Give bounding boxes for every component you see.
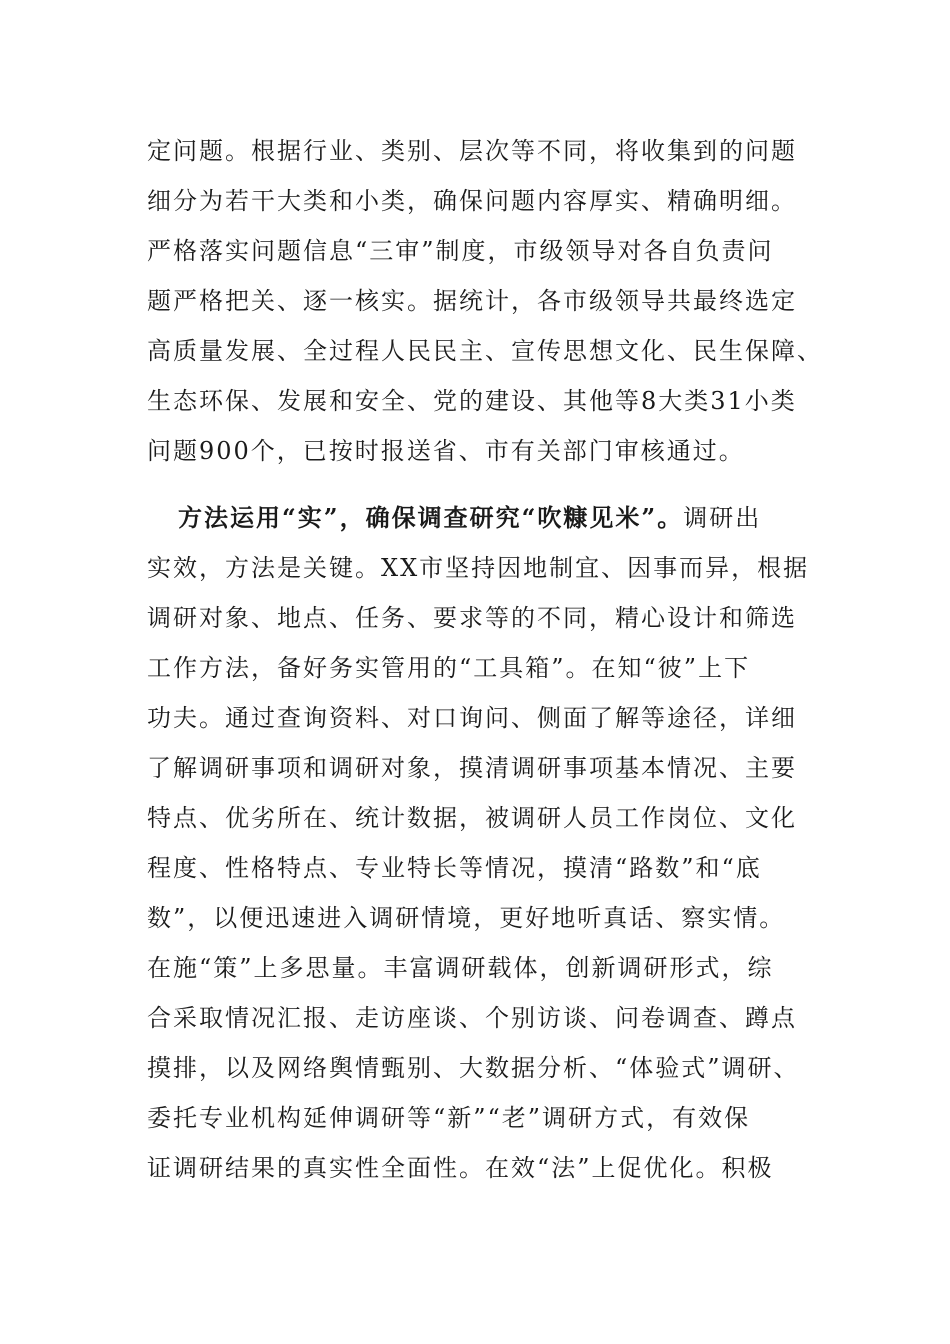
- text-line: 委托专业机构延伸调研等“新”“老”调研方式，有效保: [147, 1104, 751, 1132]
- text-line: 特点、优劣所在、统计数据，被调研人员工作岗位、文化: [147, 804, 797, 832]
- text-line: 生态环保、发展和安全、党的建设、其他等8大类31小类: [147, 387, 797, 415]
- text-line: 严格落实问题信息“三审”制度，市级领导对各自负责问: [147, 237, 774, 265]
- text-line: 工作方法，备好务实管用的“工具箱”。在知“彼”上下: [147, 654, 751, 682]
- text-line: 高质量发展、全过程人民民主、宣传思想文化、民生保障、: [147, 337, 823, 365]
- text-line: 在施“策”上多思量。丰富调研载体，创新调研形式，综: [147, 954, 774, 982]
- text-line: 定问题。根据行业、类别、层次等不同，将收集到的问题: [147, 137, 797, 165]
- text-line: 程度、性格特点、专业特长等情况，摸清“路数”和“底: [147, 854, 762, 882]
- heading-line-continuation: 调研出: [683, 504, 762, 532]
- text-line: 了解调研事项和调研对象，摸清调研事项基本情况、主要: [147, 754, 797, 782]
- text-line: 功夫。通过查询资料、对口询问、侧面了解等途径，详细: [147, 704, 797, 732]
- text-line: 合采取情况汇报、走访座谈、个别访谈、问卷调查、蹲点: [147, 1004, 797, 1032]
- text-line: 细分为若干大类和小类，确保问题内容厚实、精确明细。: [147, 187, 797, 215]
- text-line: 实效，方法是关键。XX市坚持因地制宜、因事而异，根据: [147, 554, 810, 582]
- text-line: 题严格把关、逐一核实。据统计，各市级领导共最终选定: [147, 287, 797, 315]
- text-line: 调研对象、地点、任务、要求等的不同，精心设计和筛选: [147, 604, 797, 632]
- paragraph-heading: 方法运用“实”，确保调查研究“吹糠见米”。: [178, 503, 684, 532]
- text-line: 问题900个，已按时报送省、市有关部门审核通过。: [147, 437, 745, 465]
- paragraph-2-first-line: [178, 498, 761, 538]
- text-line: 数”，以便迅速进入调研情境，更好地听真话、察实情。: [147, 904, 786, 932]
- text-line: 证调研结果的真实性全面性。在效“法”上促优化。积极: [147, 1154, 774, 1182]
- text-line: 摸排，以及网络舆情甄别、大数据分析、“体验式”调研、: [147, 1054, 800, 1082]
